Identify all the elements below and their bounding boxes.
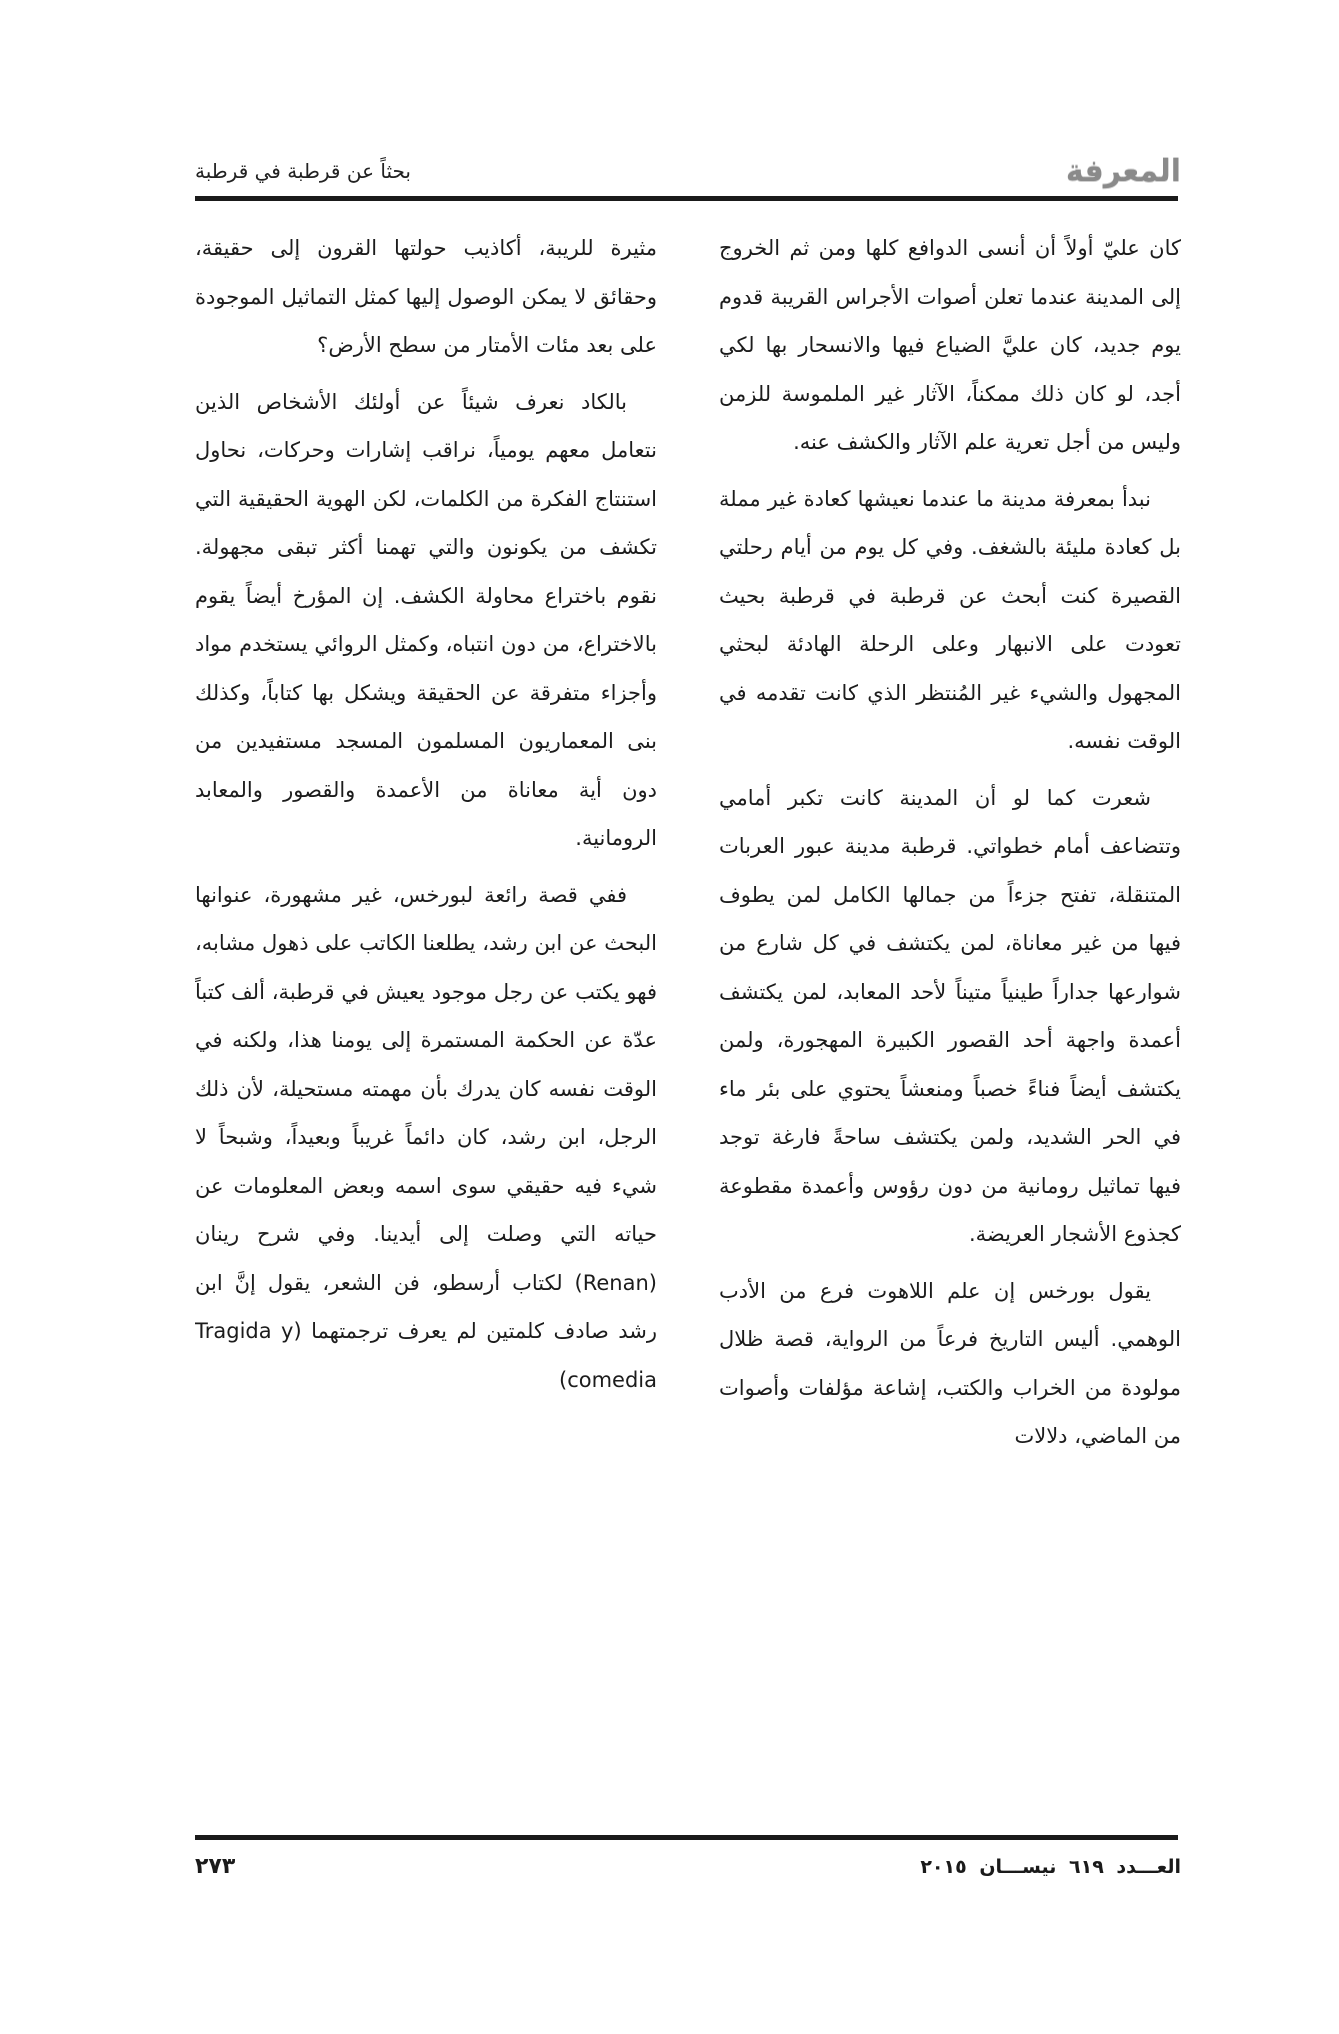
page-number: ٢٧٣ — [195, 1854, 236, 1879]
paragraph: كان عليّ أولاً أن أنسى الدوافع كلها ومن ثم الخروج إلى المدينة عندما تعلن أصوات الأجراس القريبة قدوم يوم جديد، كان عليَّ الضياع فيها والانسحار بها لكي أجد، لو كان ذلك ممكناً، الآثار غير الملموسة للزمن وليس من أجل تعرية علم الآثار والكشف عنه. — [719, 236, 1181, 454]
footer-divider — [195, 1835, 1178, 1840]
text-column-right — [719, 224, 1181, 2034]
magazine-logo: المعرفة — [1065, 154, 1181, 189]
issue-info: العـــدد ٦١٩ نيســـان ٢٠١٥ — [920, 1856, 1181, 1878]
paragraph: نبدأ بمعرفة مدينة ما عندما نعيشها كعادة غير مملة بل كعادة مليئة بالشغف. وفي كل يوم من أيام رحلتي القصيرة كنت أبحث عن قرطبة في قرطبة بحيث تعودت على الانبهار وعلى الرحلة الهادئة لبحثي المجهول والشيء غير المُنتظر الذي كانت تقدمه في الوقت نفسه. — [719, 486, 1181, 753]
paragraph: مثيرة للريبة، أكاذيب حولتها القرون إلى حقيقة، وحقائق لا يمكن الوصول إليها كمثل التماثيل الموجودة على بعد مئات الأمتار من سطح الأرض؟ — [195, 236, 657, 357]
text-column-left — [195, 224, 657, 2034]
paragraph: يقول بورخس إن علم اللاهوت فرع من الأدب الوهمي. أليس التاريخ فرعاً من الرواية، قصة ظلال مولودة من الخراب والكتب، إشاعة مؤلفات وأصوات من الماضي، دلالات — [719, 1278, 1181, 1448]
running-header-title: بحثاً عن قرطبة في قرطبة — [195, 159, 411, 183]
header-divider — [195, 196, 1178, 201]
paragraph: ففي قصة رائعة لبورخس، غير مشهورة، عنوانها البحث عن ابن رشد، يطلعنا الكاتب على ذهول مشابه، فهو يكتب عن رجل موجود يعيش في قرطبة، ألف كتباً عدّة عن الحكمة المستمرة إلى يومنا هذا، ولكنه في الوقت نفسه كان يدرك بأن مهمته مستحيلة، لأن ذلك الرجل، ابن رشد، كان دائماً غريباً وبعيداً، وشبحاً لا شيء فيه حقيقي سوى اسمه وبعض المعلومات عن حياته التي وصلت إلى أيدينا. وفي شرح رينان (Renan) لكتاب أرسطو، فن الشعر، يقول إنَّ ابن رشد صادف كلمتين لم يعرف ترجمتهما (Tragida y comedia) — [195, 882, 657, 1392]
paragraph: شعرت كما لو أن المدينة كانت تكبر أمامي وتتضاعف أمام خطواتي. قرطبة مدينة عبور العربات المتنقلة، تفتح جزءاً من جمالها الكامل لمن يطوف فيها من غير معاناة، لمن يكتشف في كل شارع من شوارعها جداراً طينياً متيناً لأحد المعابد، لمن يكتشف أعمدة واجهة أحد القصور الكبيرة المهجورة، ولمن يكتشف أيضاً فناءً خصباً ومنعشاً يحتوي على بئر ماء في الحر الشديد، ولمن يكتشف ساحةً فارغة توجد فيها تماثيل رومانية من دون رؤوس وأعمدة مقطوعة كجذوع الأشجار العريضة. — [719, 785, 1181, 1246]
paragraph: بالكاد نعرف شيئاً عن أولئك الأشخاص الذين نتعامل معهم يومياً، نراقب إشارات وحركات، نحاول استنتاج الفكرة من الكلمات، لكن الهوية الحقيقية التي تكشف من يكونون والتي تهمنا أكثر تبقى مجهولة. نقوم باختراع محاولة الكشف. إن المؤرخ أيضاً يقوم بالاختراع، من دون انتباه، وكمثل الروائي يستخدم مواد وأجزاء متفرقة عن الحقيقة ويشكل بها كتاباً، وكذلك بنى المعماريون المسلمون المسجد مستفيدين من دون أية معاناة من الأعمدة والقصور والمعابد الرومانية. — [195, 389, 657, 850]
